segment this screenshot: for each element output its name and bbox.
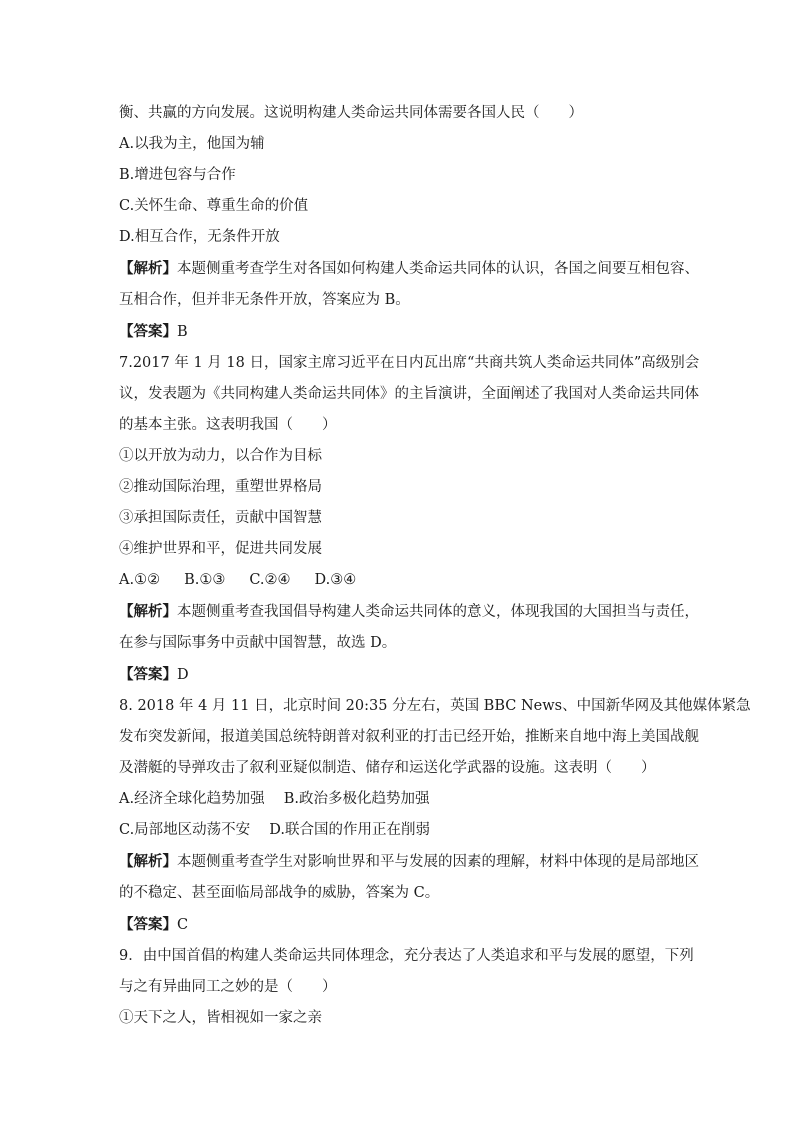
text-line: 与之有异曲同工之妙的是（ ） [119, 979, 337, 995]
text-line: C.局部地区动荡不安 D.联合国的作用正在削弱 [119, 822, 431, 838]
option-item: D.③④ [314, 572, 357, 588]
text-line: 在参与国际事务中贡献中国智慧，故选 D。 [119, 635, 397, 651]
analysis-line [119, 846, 699, 878]
text-line: ③承担国际责任，贡献中国智慧 [119, 510, 322, 526]
text-line: 8. 2018 年 4 月 11 日，北京时间 20:35 分左右，英国 BBC News、中国新华网及其他媒体紧急 [119, 698, 751, 714]
text-line: 7.2017 年 1 月 18 日，国家主席习近平在日内瓦出席“共商共筑人类命运共同体”高级别会 [119, 355, 700, 371]
text-line: ②推动国际治理，重塑世界格局 [119, 479, 322, 495]
option-item: B.①③ [184, 572, 226, 588]
answer-tag: 【答案】 [119, 666, 177, 683]
text-line: 的不稳定、甚至面临局部战争的威胁，答案为 C。 [119, 885, 440, 901]
text-line: A.以我为主，他国为辅 [119, 136, 265, 152]
text-line: A.经济全球化趋势加强 B.政治多极化趋势加强 [119, 791, 430, 807]
option-item: C.②④ [249, 572, 291, 588]
answer-line [119, 316, 679, 348]
answer-line [119, 659, 679, 691]
text-line: 衡、共赢的方向发展。这说明构建人类命运共同体需要各国人民（ ） [119, 105, 583, 121]
text-line: C.关怀生命、尊重生命的价值 [119, 198, 309, 214]
text-line: 议，发表题为《共同构建人类命运共同体》的主旨演讲，全面阐述了我国对人类命运共同体 [119, 386, 699, 402]
answer-line [119, 909, 679, 941]
line-text: D [177, 667, 189, 683]
analysis-line [119, 596, 699, 628]
text-line: 9．由中国首倡的构建人类命运共同体理念，充分表达了人类追求和平与发展的愿望，下列 [119, 948, 694, 964]
line-text: C [177, 917, 189, 933]
options-row [119, 565, 679, 596]
analysis-line [119, 253, 699, 285]
answer-tag: 【答案】 [119, 916, 177, 933]
text-line: 发布突发新闻，报道美国总统特朗普对叙利亚的打击已经开始，推断来自地中海上美国战舰 [119, 729, 699, 745]
analysis-tag: 【解析】 [119, 853, 177, 870]
analysis-tag: 【解析】 [119, 260, 177, 277]
line-text: 本题侧重考查学生对影响世界和平与发展的因素的理解，材料中体现的是局部地区 [177, 854, 699, 870]
analysis-tag: 【解析】 [119, 603, 177, 620]
text-line: ①以开放为动力，以合作为目标 [119, 448, 322, 464]
text-line: B.增进包容与合作 [119, 167, 236, 183]
text-line: 互相合作，但并非无条件开放，答案应为 B。 [119, 292, 410, 308]
text-line: 的基本主张。这表明我国（ ） [119, 417, 337, 433]
text-line: ④维护世界和平，促进共同发展 [119, 541, 322, 557]
option-item: A.①② [119, 572, 161, 588]
text-line: ①天下之人，皆相视如一家之亲 [119, 1010, 322, 1026]
text-line: 及潜艇的导弹攻击了叙利亚疑似制造、储存和运送化学武器的设施。这表明（ ） [119, 760, 656, 776]
line-text: 本题侧重考查我国倡导构建人类命运共同体的意义，体现我国的大国担当与责任， [177, 604, 699, 620]
answer-tag: 【答案】 [119, 323, 177, 340]
line-text: 本题侧重考查学生对各国如何构建人类命运共同体的认识，各国之间要互相包容、 [177, 261, 699, 277]
line-text: B [177, 324, 188, 340]
document-body [119, 98, 751, 1034]
text-line: D.相互合作，无条件开放 [119, 229, 280, 245]
